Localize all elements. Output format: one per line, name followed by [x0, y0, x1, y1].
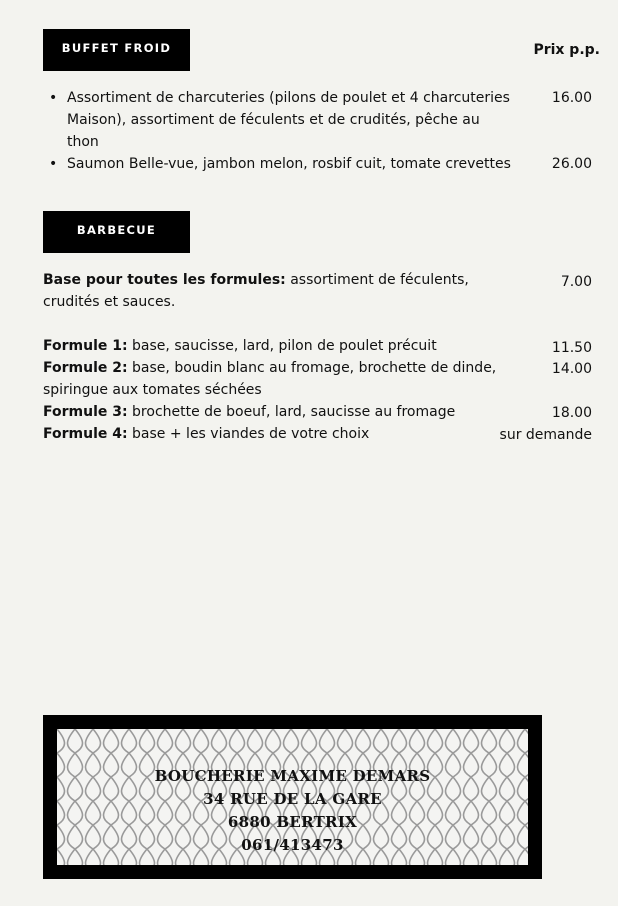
item-price: 26.00 [551, 156, 592, 172]
formula-desc: brochette de boeuf, lard, saucisse au fromage [127, 404, 456, 420]
formula-desc: spiringue aux tomates séchées [43, 382, 262, 398]
base-desc: assortiment de féculents, [285, 272, 469, 288]
formula-label: Formule 1: [43, 338, 128, 354]
shop-city: 6880 BERTRIX [227, 813, 358, 831]
buffet-section-title: BUFFET FROID [43, 29, 190, 71]
bullet-icon: • [49, 90, 58, 106]
formula-desc: base + les viandes de votre choix [127, 426, 370, 442]
base-text [43, 269, 469, 291]
footer-frame [43, 715, 542, 879]
item-text: thon [67, 134, 99, 150]
base-desc: crudités et sauces. [43, 294, 176, 310]
item-price: 16.00 [551, 90, 592, 106]
formula-text [43, 335, 437, 357]
base-price: 7.00 [560, 274, 592, 290]
formula-label: Formule 4: [43, 426, 128, 442]
formula-text [43, 423, 369, 445]
footer-address [57, 765, 528, 857]
item-text: Saumon Belle-vue, jambon melon, rosbif cuit, tomate crevettes [67, 156, 511, 172]
formula-price: sur demande [499, 427, 592, 443]
formula-desc: base, boudin blanc au fromage, brochette de dinde, [127, 360, 497, 376]
shop-street: 34 RUE DE LA GARE [203, 790, 382, 808]
footer-panel [57, 729, 528, 865]
shop-name: BOUCHERIE MAXIME DEMARS [154, 767, 431, 785]
base-label: Base pour toutes les formules: [43, 272, 286, 288]
formula-price: 18.00 [551, 405, 592, 421]
item-text: Assortiment de charcuteries (pilons de poulet et 4 charcuteries [67, 90, 510, 106]
formula-text [43, 401, 455, 423]
price-header: Prix p.p. [533, 42, 600, 58]
formula-text [43, 357, 496, 379]
formula-desc: base, saucisse, lard, pilon de poulet précuit [127, 338, 437, 354]
barbecue-section-title: BARBECUE [43, 211, 190, 253]
formula-price: 11.50 [551, 340, 592, 356]
formula-price: 14.00 [551, 361, 592, 377]
shop-phone: 061/413473 [241, 836, 344, 854]
item-text: Maison), assortiment de féculents et de crudités, pêche au [67, 112, 480, 128]
formula-label: Formule 3: [43, 404, 128, 420]
bullet-icon: • [49, 156, 58, 172]
formula-label: Formule 2: [43, 360, 128, 376]
